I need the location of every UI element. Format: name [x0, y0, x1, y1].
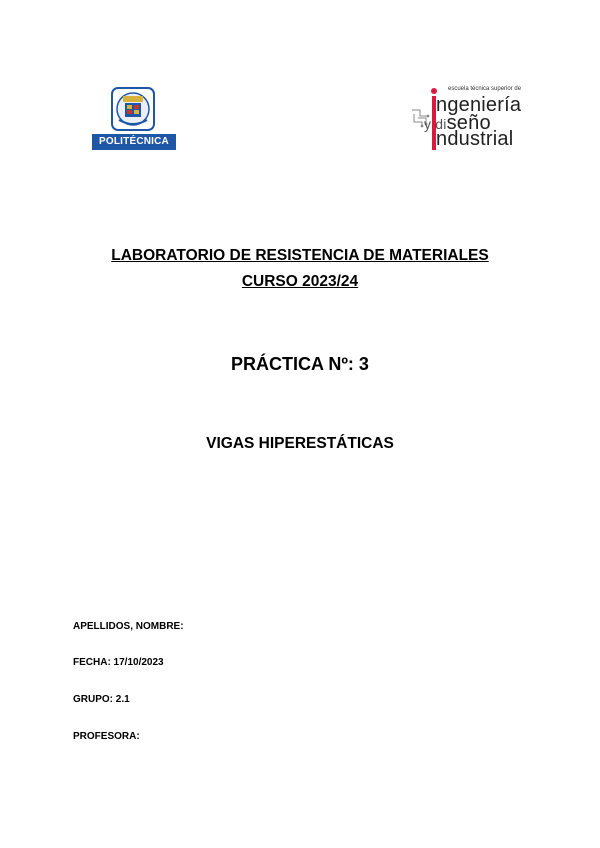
etsidi-line-1: ngeniería	[436, 94, 522, 116]
upm-band-label: POLITÉCNICA	[92, 134, 176, 150]
practice-number: PRÁCTICA Nº: 3	[231, 354, 369, 374]
document-title-line-2: CURSO 2023/24	[241, 273, 359, 290]
field-profesora: PROFESORA:	[73, 731, 140, 742]
etsidi-line-2-prefix: y di	[424, 116, 447, 132]
university-crest-icon	[110, 86, 156, 132]
etsidi-small-text: escuela técnica superior de	[448, 86, 522, 92]
upm-logo	[92, 86, 176, 152]
document-title-line-1: LABORATORIO DE RESISTENCIA DE MATERIALES	[111, 247, 489, 264]
field-grupo: GRUPO: 2.1	[73, 694, 130, 705]
field-apellidos-nombre: APELLIDOS, NOMBRE:	[73, 621, 184, 632]
etsidi-logo	[410, 86, 544, 152]
field-fecha: FECHA: 17/10/2023	[73, 657, 164, 668]
etsidi-line-2-text: seño	[446, 112, 491, 134]
etsidi-line-3: ndustrial	[436, 128, 514, 150]
practice-subject: VIGAS HIPERESTÁTICAS	[206, 435, 394, 452]
